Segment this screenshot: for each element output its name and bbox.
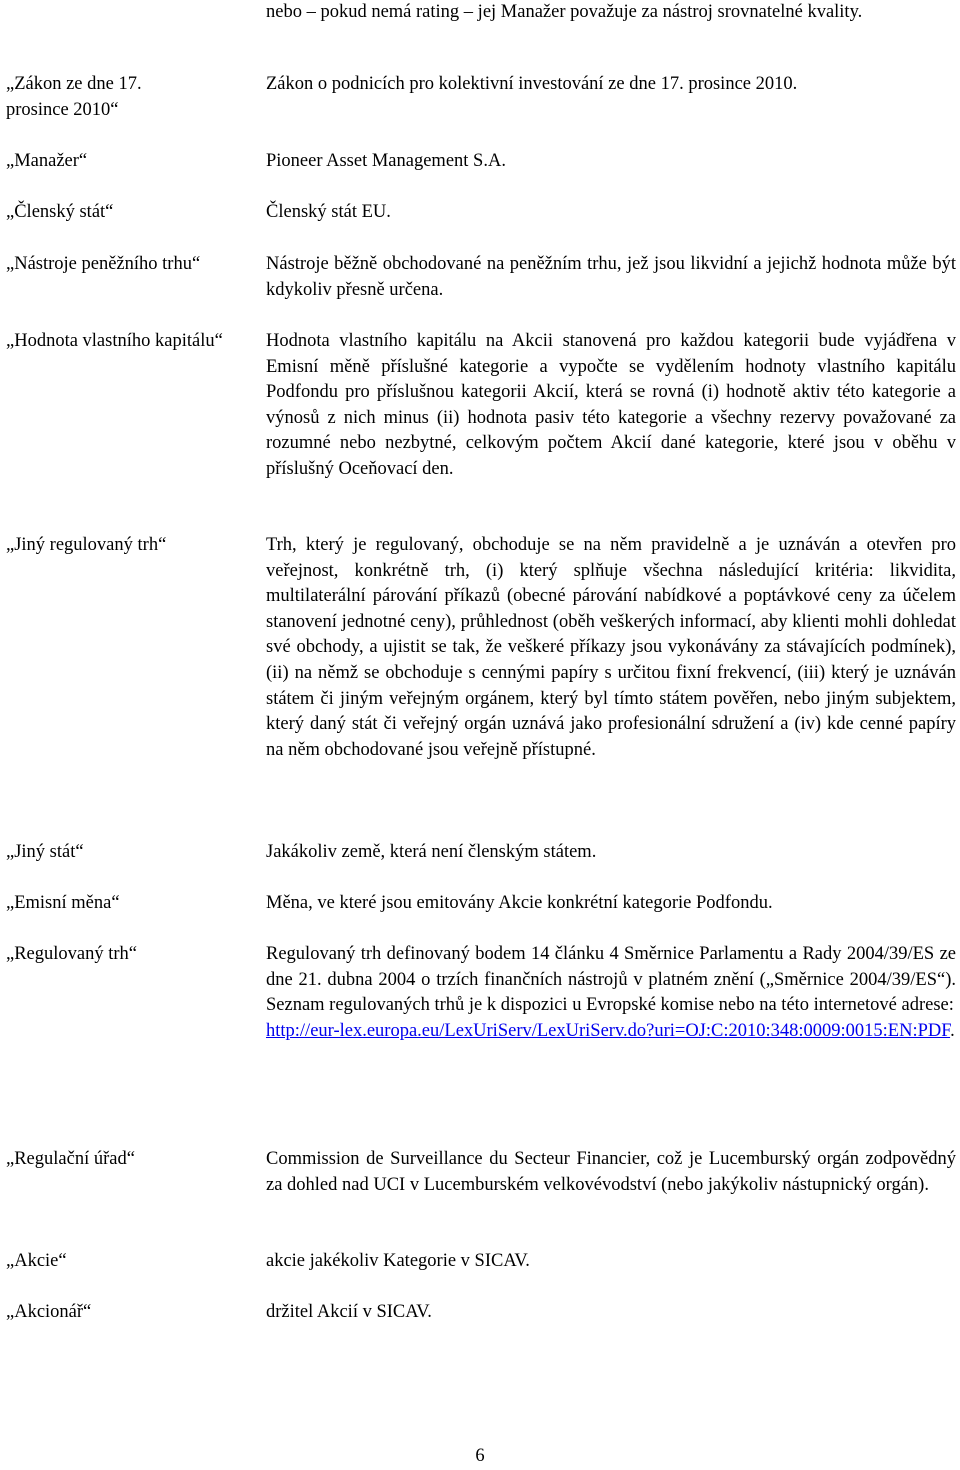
- intro-text: nebo – pokud nemá rating – jej Manažer považuje za nástroj srovnatelné kvality.: [266, 2, 863, 22]
- term-label: „Manažer“: [6, 151, 88, 171]
- link-suffix: .: [950, 1020, 955, 1041]
- page-number: 6: [475, 1446, 485, 1466]
- term-label: „Jiný stát“: [6, 842, 84, 862]
- term-label: „Regulační úřad“: [6, 1149, 135, 1169]
- definition-text: Regulovaný trh definovaný bodem 14 článku 4 Směrnice Parlamentu a Rady 2004/39/ES ze dne 21. dubna 2004 o trzích finančních nástrojů v platném znění („Směrnice 2004/39/ES“). Seznam regulovaných trhů je k dispozici u Evropské komise nebo na této internetové adrese:: [266, 944, 956, 1016]
- definition-text: Nástroje běžně obchodované na peněžním trhu, jež jsou likvidní a jejichž hodnota může být kdykoliv přesně určena.: [266, 254, 956, 300]
- definition-text: Členský stát EU.: [266, 202, 391, 222]
- definition-text: Commission de Surveillance du Secteur Financier, což je Lucemburský orgán zodpovědný za dohled nad UCI v Lucemburském velkovévodství (nebo jakýkoliv nástupnický orgán).: [266, 1149, 956, 1195]
- term-label: „Regulovaný trh“: [6, 944, 137, 964]
- definition-text: držitel Akcií v SICAV.: [266, 1302, 432, 1322]
- term-label: „Emisní měna“: [6, 893, 120, 913]
- term-label: „Akcionář“: [6, 1302, 92, 1322]
- definition-text: Zákon o podnicích pro kolektivní investování ze dne 17. prosince 2010.: [266, 74, 798, 94]
- term-label: „Akcie“: [6, 1251, 67, 1271]
- term-label: „Členský stát“: [6, 202, 114, 222]
- definition-block: [266, 942, 956, 1044]
- definition-text: akcie jakékoliv Kategorie v SICAV.: [266, 1251, 530, 1271]
- definition-text: Měna, ve které jsou emitovány Akcie konkrétní kategorie Podfondu.: [266, 893, 773, 913]
- definition-text: Trh, který je regulovaný, obchoduje se na něm pravidelně a je uznáván a otevřen pro veřejnost, konkrétně trh, (i) který splňuje všechna následující kritéria: likvidita, multilaterální párování příkazů (obecné párování nabídkové a poptávkové ceny za účelem stanovení jednotné ceny), průhlednost (oběh veškerých informací, aby klienti mohli dohledat své obchody, a ujistit se tak, že veškeré příkazy jsou vykonávány za stávajících podmínek), (ii) na němž se obchoduje s cennými papíry s určitou fixní frekvencí, (iii) který je uznáván státem či jiným veřejným orgánem, který byl tímto státem pověřen, nebo jiným subjektem, který daný stát či veřejný orgán uznává jako profesionální sdružení a (iv) kde cenné papíry na něm obchodované jsou veřejně přístupné.: [266, 535, 956, 760]
- definition-text: Pioneer Asset Management S.A.: [266, 151, 506, 171]
- definition-text: Jakákoliv země, která není členským státem.: [266, 842, 597, 862]
- term-label: „Nástroje peněžního trhu“: [6, 254, 201, 274]
- definition-link-line: [266, 1019, 956, 1045]
- term-label: „Jiný regulovaný trh“: [6, 535, 167, 555]
- eur-lex-link[interactable]: http://eur-lex.europa.eu/LexUriServ/LexUriServ.do?uri=OJ:C:2010:348:0009:0015:EN:PDF: [266, 1020, 951, 1041]
- definition-text: Hodnota vlastního kapitálu na Akcii stanovená pro každou kategorii bude vyjádřena v Emisní měně příslušné kategorie a vypočte se vydělením hodnoty vlastního kapitálu Podfondu pro příslušnou kategorii Akcií, která se rovná (i) hodnotě aktiv této kategorie a výnosů z nich minus (ii) hodnota pasiv této kategorie a všechny rezervy považované za rozumné nebo nezbytné, celkovým počtem Akcií dané kategorie, které jsou v oběhu v příslušný Oceňovací den.: [266, 331, 956, 479]
- term-label: „Hodnota vlastního kapitálu“: [6, 331, 223, 351]
- term-label: „Zákon ze dne 17. prosince 2010“: [6, 74, 142, 120]
